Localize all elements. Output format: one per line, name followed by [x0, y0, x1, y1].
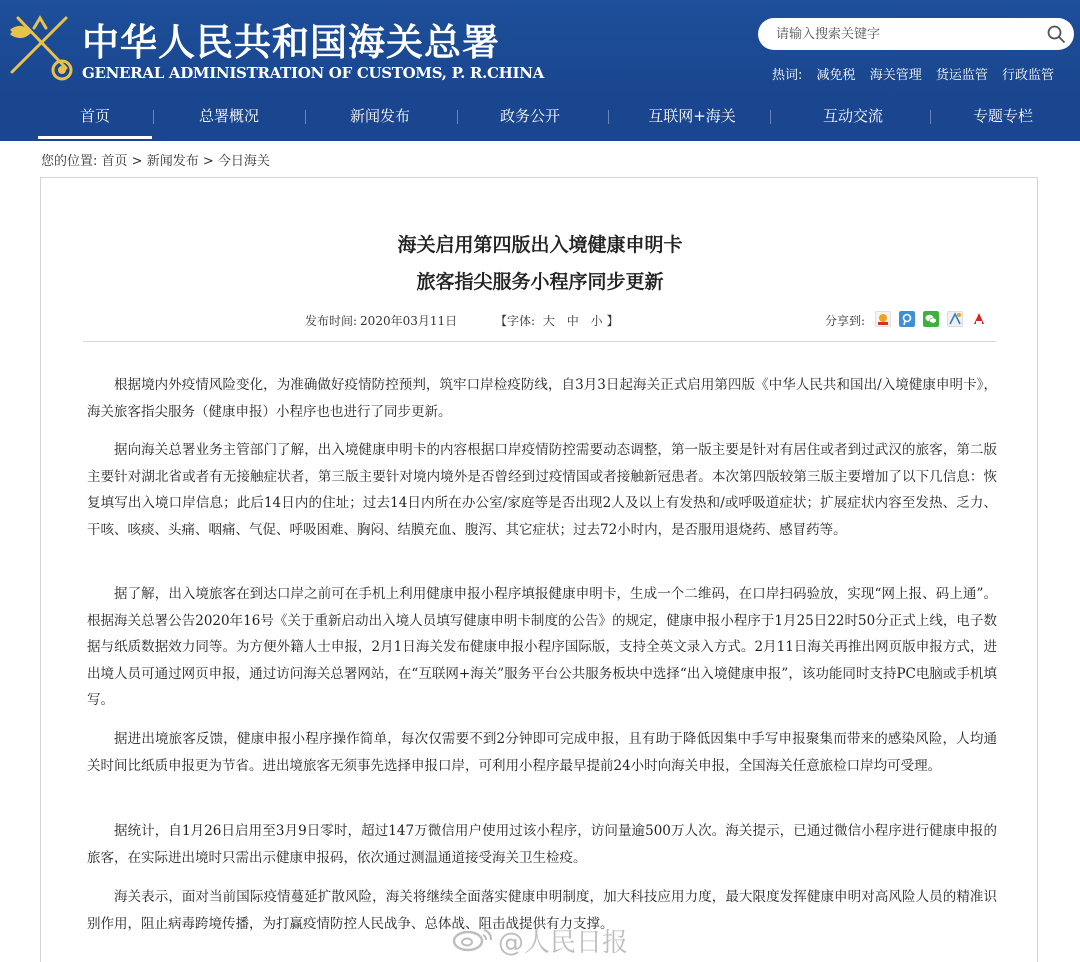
nav-divider [930, 110, 931, 124]
weibo-logo-icon [452, 924, 496, 952]
hotword-link[interactable]: 减免税 [816, 68, 856, 83]
breadcrumb-home[interactable]: 首页 [101, 154, 128, 169]
site-title-chinese[interactable]: 中华人民共和国海关总署 [82, 20, 500, 64]
main-nav [0, 91, 1080, 141]
publish-date: 2020年03月11日 [360, 314, 458, 328]
breadcrumb-news[interactable]: 新闻发布 [146, 154, 199, 169]
search-icon[interactable] [1046, 24, 1066, 44]
watermark-text: @人民日报 [498, 928, 629, 958]
article-paragraph: 据进出境旅客反馈，健康申报小程序操作简单，每次仅需要不到2分钟即可完成申报，且有助于降低因集中手写申报聚集而带来的感染风险，人均通关时间比纸质申报更为节省。进出境旅客无须事先选择申报口岸，可利用小程序最早提前24小时向海关申报，全国海关任意旅检口岸均可受理。 [87, 731, 997, 774]
nav-divider [770, 110, 771, 124]
article-paragraph: 根据境内外疫情风险变化，为准确做好疫情防控预判，筑牢口岸检疫防线，自3月3日起海关正式启用第四版《中华人民共和国出/入境健康申明卡》，海关旅客指尖服务（健康申报）小程序也也进行了同步更新。 [87, 377, 997, 420]
hotword-link[interactable]: 海关管理 [869, 68, 922, 83]
nav-item-government-affairs[interactable]: 政务公开 [499, 107, 560, 125]
nav-divider [608, 110, 609, 124]
nav-item-internet-customs[interactable]: 互联网+海关 [648, 107, 736, 125]
renren-icon[interactable] [947, 311, 963, 327]
breadcrumb-label: 您的位置: [41, 154, 98, 169]
font-size-control [495, 312, 619, 329]
tencent-weibo-icon[interactable] [899, 311, 915, 327]
nav-divider [153, 110, 154, 124]
hotword-link[interactable]: 行政监管 [1002, 68, 1055, 83]
breadcrumb [41, 150, 270, 169]
font-size-close-bracket: 】 [606, 314, 619, 328]
wechat-icon[interactable] [923, 311, 939, 327]
breadcrumb-today-customs[interactable]: 今日海关 [217, 154, 270, 169]
hotword-link[interactable]: 货运监管 [935, 68, 988, 83]
nav-item-home[interactable]: 首页 [38, 91, 152, 139]
article-paragraph: 海关表示，面对当前国际疫情蔓延扩散风险，海关将继续全面落实健康申明制度，加大科技应用力度，最大限度发挥健康申明对高风险人员的精准识别作用，阻止病毒跨境传播，为打赢疫情防控人民战争、总体战、阻击战提供有力支撑。 [87, 889, 997, 932]
article-paragraph: 据向海关总署业务主管部门了解，出入境健康申明卡的内容根据口岸疫情防控需要动态调整，第一版主要是针对有居住或者到过武汉的旅客，第二版主要针对湖北省或者有无接触症状者，第三版主要针对境内境外是否曾经到过疫情国或者接触新冠患者。本次第四版较第三版主要增加了以下几信息：恢复填写出入境口岸信息；此后14日内的住址；过去14日内所在办公室/家庭等是否出现2人及以上有发热和/或呼吸道症状；扩展症状内容至发热、乏力、干咳、咳痰、头痛、咽痛、气促、呼吸困难、胸闷、结膜充血、腹泻、其它症状；过去72小时内，是否服用退烧药、感冒药等。 [87, 442, 997, 538]
article-title-line-1: 海关启用第四版出入境健康申明卡 [397, 234, 683, 256]
article-paragraph: 据了解，出入境旅客在到达口岸之前可在手机上利用健康申报小程序填报健康申明卡，生成一个二维码，在口岸扫码验放，实现“网上报、码上通”。根据海关总署公告2020年16号《关于重新启动出入境人员填写健康申明卡制度的公告》的规定，健康申报小程序于1月25日22时50分正式上线，电子数据与纸质数据效力同等。为方便外籍人士申报，2月1日海关发布健康申报小程序国际版，支持全英文录入方式。2月11日海关再推出网页版申报方式，进出境人员可通过网页申报，通过访问海关总署网站，在“互联网+海关”服务平台公共服务板块中选择“出入境健康申报”，该功能同时支持PC电脑或手机填写。 [87, 586, 997, 708]
nav-item-news[interactable]: 新闻发布 [349, 107, 410, 125]
site-header [0, 0, 1080, 141]
font-size-label: 【字体: [495, 314, 536, 328]
search-input[interactable] [776, 24, 1036, 44]
nav-divider [457, 110, 458, 124]
nav-divider [305, 110, 306, 124]
font-size-large-button[interactable]: 大 [542, 314, 555, 328]
breadcrumb-separator: > [198, 154, 218, 169]
hotwords [772, 64, 1064, 83]
article-paragraph: 据统计，自1月26日启用至3月9日零时，超过147万微信用户使用过该小程序，访问量逾500万人次。海关提示，已通过微信小程序进行健康申报的旅客，在实际进出境时只需出示健康申报码，依次通过测温通道接受海关卫生检疫。 [87, 823, 997, 866]
publish-info [305, 312, 457, 329]
nav-item-interaction[interactable]: 互动交流 [822, 107, 883, 125]
breadcrumb-separator: > [127, 154, 147, 169]
nav-item-overview[interactable]: 总署概况 [198, 107, 259, 125]
meta-divider [83, 341, 996, 342]
hotwords-label: 热词: [772, 68, 803, 83]
search-box [758, 18, 1074, 50]
share-label: 分享到: [825, 314, 866, 328]
font-size-small-button[interactable]: 小 [590, 314, 603, 328]
article-title-line-2: 旅客指尖服务小程序同步更新 [416, 271, 664, 293]
site-title-english[interactable]: GENERAL ADMINISTRATION OF CUSTOMS, P. R.CHINA [82, 64, 544, 82]
qzone-icon[interactable] [875, 311, 891, 327]
article-card [40, 177, 1038, 962]
nav-item-special-topics[interactable]: 专题专栏 [972, 107, 1033, 125]
sina-weibo-icon[interactable] [971, 311, 987, 327]
font-size-medium-button[interactable]: 中 [566, 314, 579, 328]
customs-emblem-icon[interactable] [4, 10, 76, 82]
publish-label: 发布时间: [305, 314, 358, 328]
